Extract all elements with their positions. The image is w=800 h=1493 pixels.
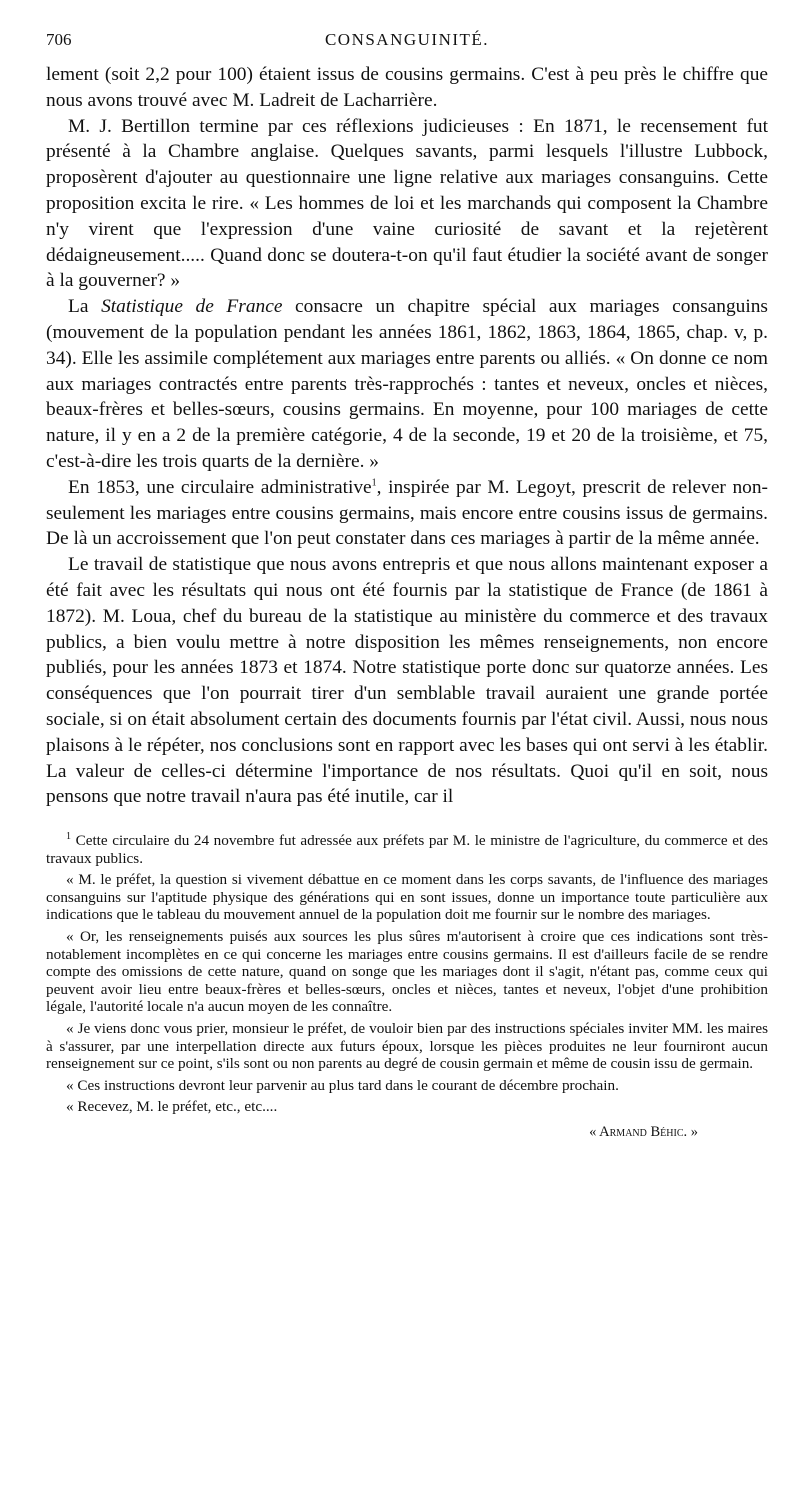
footnote-1-text: Cette circulaire du 24 novembre fut adressée aux préfets par M. le ministre de l'agriculture, du commerce et des travaux publics. [46,832,768,867]
running-title: CONSANGUINITÉ. [324,30,490,49]
paragraph-1: lement (soit 2,2 pour 100) étaient issus de cousins germains. C'est à peu près le chiffre que nous avons trouvé avec M. Ladreit de Lacharrière. [46,64,768,111]
paragraph-4 [46,475,768,552]
paragraph-2: M. J. Bertillon termine par ces réflexions judicieuses : En 1871, le recensement fut présenté à la Chambre anglaise. Quelques savants, parmi lesquels l'illustre Lubbock, proposèrent d'ajouter au questionnaire une ligne relative aux mariages consanguins. Cette proposition excita le rire. « Les hommes de loi et les marchands qui composent la Chambre n'y virent que l'expression d'une vaine curiosité de savant et la rejetèrent dédaigneusement..... Quand donc se doutera-t-on qu'il faut étudier la société avant de songer à la gouverner? » [46,115,768,292]
signature: « Armand Béhic. » [589,1124,698,1141]
statistique-de-france-title: Statistique de France [101,296,283,318]
footnote-mark-1: 1 [66,831,71,843]
page-header [46,30,768,56]
paragraph-5: Le travail de statistique que nous avons entrepris et que nous allons maintenant exposer a été fait avec les résultats qui nous ont été fournis par la statistique de France (de 1861 à 1872). M. Loua, chef du bureau de la statistique au ministère du commerce et des travaux publics, a bien voulu mettre à notre disposition les mêmes renseignements, non encore publiés, pour les années 1873 et 1874. Notre statistique porte donc sur quatorze années. Les conséquences que l'on pourrait tirer d'un semblable travail auraient une grande portée sociale, si on était absolument certain des documents fournis par l'état civil. Aussi, nous nous plaisons à le répéter, nos conclusions sont en rapport avec les bases qui ont servi à les établir. La valeur de celles-ci détermine l'importance de nos résultats. Quoi qu'il en soit, nous pensons que notre travail n'aura pas été inutile, car il [46,554,768,808]
footnote-quote-1: « M. le préfet, la question si vivement débattue en ce moment dans les corps savants, de l'influence des mariages consanguins sur l'aptitude physique des générations qui en sont issues, donne un importance toute particulière aux indications que le tableau du mouvement annuel de la population doit me fournir sur le nombre des mariages. [46,871,768,924]
footnote-quote-5: « Recevez, M. le préfet, etc., etc.... [66,1098,278,1116]
paragraph-4-start: En 1853, une circulaire administrative [68,476,372,498]
body-text [46,62,768,810]
page [46,30,768,1142]
footnote-quote-4: « Ces instructions devront leur parvenir au plus tard dans le courant de décembre prochain. [66,1076,619,1094]
footnotes [46,832,768,1142]
paragraph-4-rest: , inspirée par M. Legoyt, prescrit de relever non-seulement les mariages entre cousins germains, mais encore entre cousins issus de germains. De là un accroissement que l'on peut constater dans ces mariages à partir de la même année. [46,476,769,550]
footnote-1 [46,832,768,867]
paragraph-3-rest: consacre un chapitre spécial aux mariages consanguins (mouvement de la population pendant les années 1861, 1862, 1863, 1864, 1865, chap. v, p. 34). Elle les assimile complétement aux mariages entre parents ou alliés. « On donne ce nom aux mariages contractés entre parents très-rapprochés : tantes et neveux, oncles et nièces, beaux-frères et belles-sœurs, cousins germains. En moyenne, pour 100 mariages de cette nature, il y en a 2 de la première catégorie, 4 de la seconde, 19 et 20 de la troisième, et 75, c'est-à-dire les trois quarts de la dernière. » [46,296,768,472]
page-number: 706 [46,30,72,49]
footnote-quote-2: « Or, les renseignements puisés aux sources les plus sûres m'autorisent à croire que ces indications sont très-notablement incomplètes en ce qui concerne les mariages entre cousins germains. Il est d'ailleurs facile de se rendre compte des omissions de cette nature, quand on songe que les mariages dont il s'agit, n'étant pas, comme ceux qui peuvent avoir lieu entre beaux-frères et belles-sœurs, oncles et nièces, tantes et neveux, l'objet d'une prohibition légale, l'autorité locale n'a aucun moyen de les connaître. [46,928,768,1016]
paragraph-3 [46,294,768,475]
paragraph-3-start: La [68,296,102,318]
footnote-quote-3: « Je viens donc vous prier, monsieur le préfet, de vouloir bien par des instructions spéciales inviter MM. les maires à s'assurer, par une interpellation directe aux futurs époux, lorsque les pièces produites ne leur fourniront aucun renseignement sur ce point, s'ils sont ou non parents au degré de cousin germain et même de cousin issu de germain. [46,1020,768,1073]
footnote-ref-1[interactable]: 1 [371,477,377,489]
